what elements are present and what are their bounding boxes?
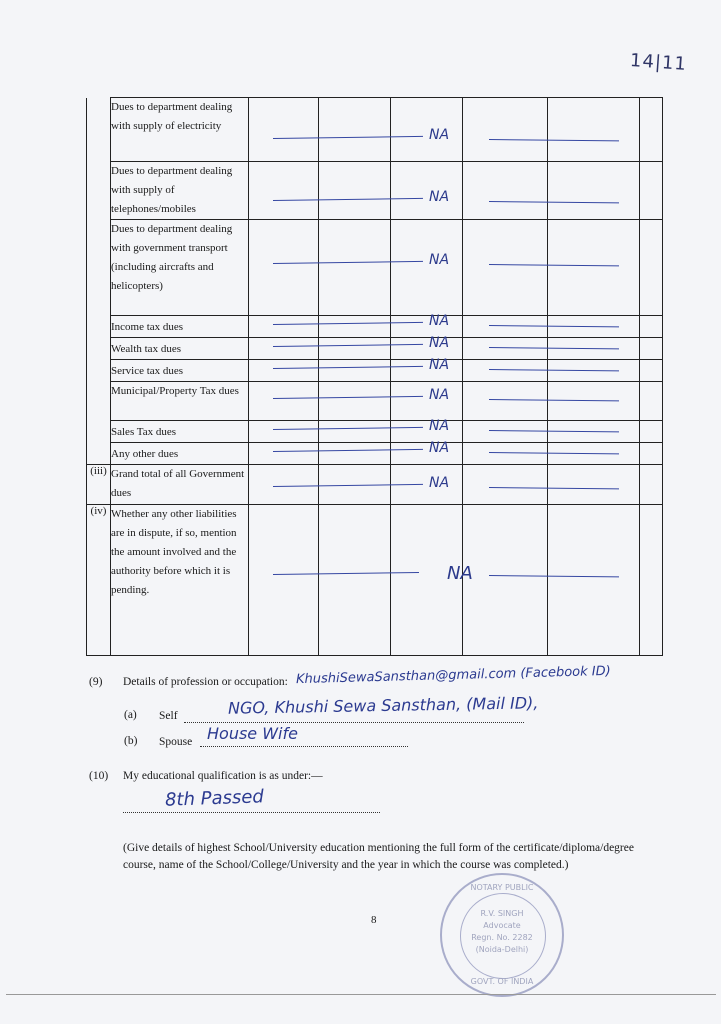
value-cell [640, 443, 663, 465]
value-cell [319, 421, 391, 443]
qualification-dotted-line [123, 812, 380, 813]
table-row [87, 505, 663, 656]
value-cell [640, 505, 663, 656]
value-cell [463, 220, 548, 316]
value-cell [249, 465, 450, 505]
handwritten-na-mark: NA [429, 418, 450, 434]
value-cell [463, 316, 548, 338]
value-cell [249, 357, 450, 382]
table-row [87, 465, 663, 505]
value-cell [249, 220, 450, 316]
value-cell [463, 98, 548, 162]
value-cell [640, 98, 663, 162]
value-cell [249, 313, 450, 338]
value-cell [319, 465, 391, 505]
value-cell [319, 220, 391, 316]
row-description: Income tax dues [111, 316, 249, 338]
value-cell [640, 382, 663, 421]
value-cell [640, 360, 663, 382]
page-number: 8 [371, 914, 377, 926]
handwritten-na-mark: NA [429, 387, 450, 403]
self-label: Self [159, 710, 178, 722]
stamp-top-text: NOTARY PUBLIC [470, 883, 534, 892]
handwritten-self-occupation: NGO, Khushi Sewa Sansthan, (Mail ID), [227, 693, 539, 718]
section-9b-marker: (b) [124, 735, 138, 747]
self-dotted-line [184, 722, 524, 723]
value-cell [249, 382, 450, 421]
value-cell [640, 220, 663, 316]
stamp-bottom-text: GOVT. OF INDIA [470, 977, 534, 986]
table-row [87, 382, 663, 421]
value-cell [391, 505, 463, 656]
table-row [87, 98, 663, 162]
value-cell [548, 338, 640, 360]
table-row [87, 316, 663, 338]
value-cell [640, 465, 663, 505]
section-10-number: (10) [89, 770, 109, 782]
value-cell [249, 418, 450, 443]
stamp-place: (Noida-Delhi) [475, 945, 529, 954]
handwritten-spouse-occupation: House Wife [207, 724, 298, 743]
value-cell [391, 443, 463, 465]
value-cell [249, 505, 473, 656]
handwritten-na-mark: NA [429, 357, 450, 373]
row-roman-numeral [87, 382, 111, 421]
row-description: Whether any other liabilities are in dispute, if so, mention the amount involved and the authority before which it is pending. [111, 505, 249, 656]
stamp-regn: Regn. No. 2282 [471, 933, 533, 942]
row-description: Municipal/Property Tax dues [111, 382, 249, 421]
value-cell [391, 360, 463, 382]
handwritten-na-mark: NA [429, 313, 450, 329]
value-cell [463, 338, 548, 360]
row-roman-numeral [87, 443, 111, 465]
value-cell [319, 316, 391, 338]
value-cell [319, 338, 391, 360]
page-bottom-border [6, 994, 716, 995]
row-roman-numeral [87, 98, 111, 162]
row-roman-numeral [87, 220, 111, 316]
value-cell [548, 360, 640, 382]
section-9-heading: Details of profession or occupation: [123, 676, 288, 688]
value-cell [463, 382, 548, 421]
value-cell [548, 162, 640, 220]
handwritten-na-mark: NA [429, 335, 450, 351]
value-cell [463, 443, 548, 465]
stamp-role: Advocate [483, 921, 521, 930]
value-cell [391, 162, 463, 220]
spouse-label: Spouse [159, 736, 193, 748]
value-cell [640, 421, 663, 443]
row-description: Any other dues [111, 443, 249, 465]
section-9a-marker: (a) [124, 709, 137, 721]
handwritten-qualification: 8th Passed [164, 786, 265, 811]
value-cell [249, 98, 450, 162]
table-row [87, 162, 663, 220]
value-cell [391, 98, 463, 162]
value-cell [249, 162, 450, 220]
value-cell [548, 220, 640, 316]
row-description: Dues to department dealing with government transport (including aircrafts and helicopters) [111, 220, 249, 316]
handwritten-na-mark: NA [429, 127, 450, 143]
handwritten-na-mark: NA [429, 475, 450, 491]
table-row [87, 443, 663, 465]
table-row [87, 421, 663, 443]
value-cell [463, 421, 548, 443]
value-cell [391, 382, 463, 421]
value-cell [463, 505, 548, 656]
row-roman-numeral [87, 421, 111, 443]
row-description: Service tax dues [111, 360, 249, 382]
value-cell [391, 465, 463, 505]
handwritten-na-mark: NA [429, 440, 450, 456]
qualification-instruction: (Give details of highest School/University education mentioning the full form of the certificate/diploma/degree course, name of the School/College/University and the year in which the course was completed.) [123, 842, 634, 871]
table-row [87, 338, 663, 360]
value-cell [548, 505, 640, 656]
value-cell [319, 443, 391, 465]
table-row [87, 360, 663, 382]
row-roman-numeral [87, 316, 111, 338]
value-cell [391, 220, 463, 316]
value-cell [319, 98, 391, 162]
handwritten-email-note: KhushiSewaSansthan@gmail.com (Facebook ID) [295, 663, 611, 688]
handwritten-na-mark: NA [429, 252, 450, 268]
value-cell [319, 382, 391, 421]
row-roman-numeral: (iii) [87, 465, 111, 505]
stamp-name: R.V. SINGH [480, 909, 524, 918]
value-cell [548, 465, 640, 505]
value-cell [548, 98, 640, 162]
government-dues-table [86, 97, 663, 656]
value-cell [463, 465, 548, 505]
handwritten-na-mark: NA [447, 563, 473, 584]
spouse-dotted-line [200, 746, 408, 747]
notary-stamp [440, 873, 564, 997]
value-cell [548, 443, 640, 465]
value-cell [640, 162, 663, 220]
row-description: Dues to department dealing with supply of electricity [111, 98, 249, 162]
section-10-heading: My educational qualification is as under:— [123, 770, 323, 782]
value-cell [249, 440, 450, 465]
value-cell [391, 316, 463, 338]
row-roman-numeral [87, 360, 111, 382]
value-cell [548, 421, 640, 443]
row-description: Wealth tax dues [111, 338, 249, 360]
value-cell [319, 162, 391, 220]
value-cell [640, 338, 663, 360]
value-cell [319, 360, 391, 382]
value-cell [548, 382, 640, 421]
row-roman-numeral [87, 338, 111, 360]
value-cell [249, 335, 450, 360]
handwritten-na-mark: NA [429, 189, 450, 205]
value-cell [463, 360, 548, 382]
table-row [87, 220, 663, 316]
row-description: Sales Tax dues [111, 421, 249, 443]
value-cell [319, 505, 391, 656]
value-cell [391, 338, 463, 360]
row-description: Dues to department dealing with supply of telephones/mobiles [111, 162, 249, 220]
section-9-number: (9) [89, 676, 103, 688]
value-cell [391, 421, 463, 443]
row-roman-numeral: (iv) [87, 505, 111, 656]
value-cell [548, 316, 640, 338]
value-cell [463, 162, 548, 220]
value-cell [640, 316, 663, 338]
row-roman-numeral [87, 162, 111, 220]
row-description: Grand total of all Government dues [111, 465, 249, 505]
handwritten-page-note: 14|11 [629, 50, 688, 75]
